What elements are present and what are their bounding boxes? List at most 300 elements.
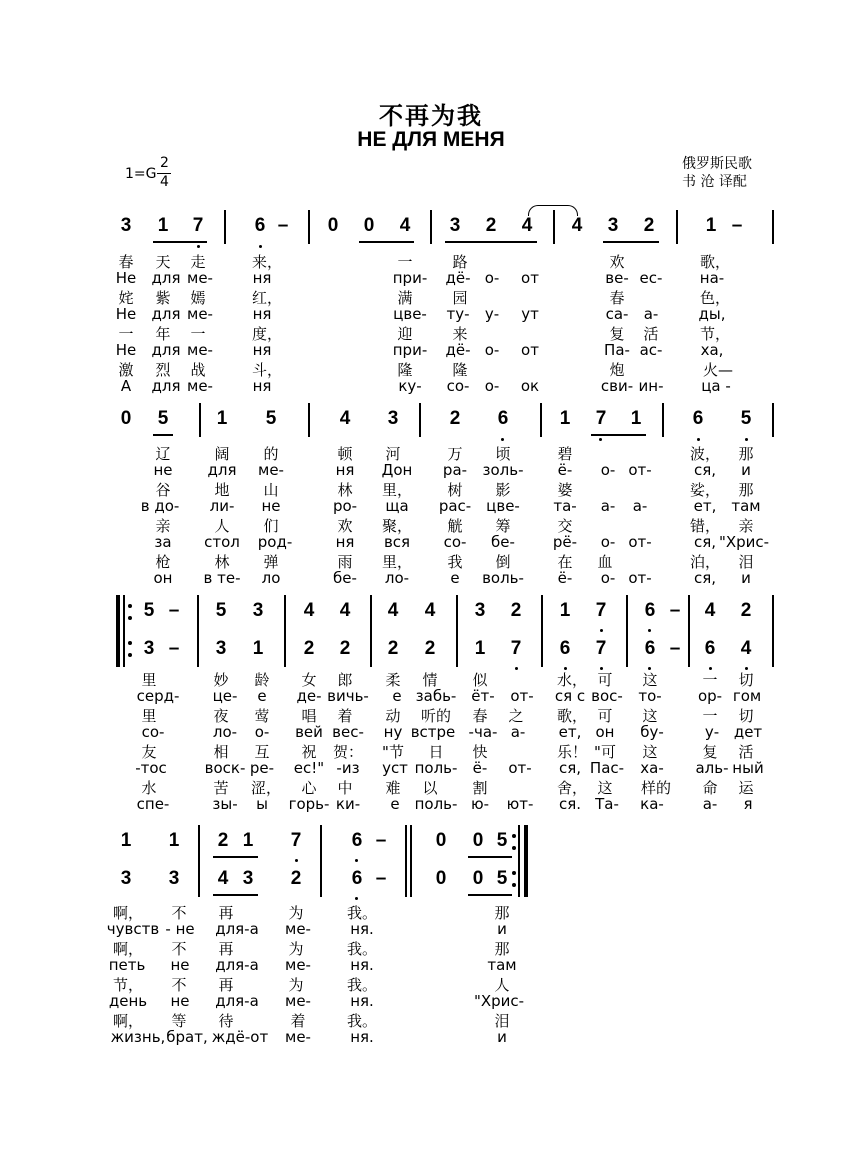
lyric: 再 xyxy=(218,940,234,958)
lyric: он xyxy=(153,569,173,587)
lyric: я xyxy=(743,795,753,813)
lyric: спе- xyxy=(136,795,170,813)
lyric: 水 xyxy=(141,779,157,797)
lyric: 里， xyxy=(381,481,413,499)
lyric: аль- xyxy=(695,759,729,777)
note: 2 xyxy=(217,830,229,851)
lyric: 郎 xyxy=(337,671,353,689)
lyric: 亲 xyxy=(155,517,171,535)
lyric: 春 xyxy=(472,707,488,725)
lyric: 错， xyxy=(689,517,721,535)
lyric: 来， xyxy=(251,253,283,271)
note: 1 xyxy=(216,408,228,429)
lyric: и xyxy=(741,461,751,479)
barline xyxy=(224,210,226,244)
lyric: Не xyxy=(115,305,137,323)
repeat-dot xyxy=(512,883,516,887)
dash: – xyxy=(731,215,743,236)
lyric: 我。 xyxy=(346,904,378,922)
lyric: у- xyxy=(484,305,500,323)
lyric: ждё-от xyxy=(211,1028,269,1046)
barline xyxy=(430,210,432,244)
lyric: 们 xyxy=(263,517,279,535)
lyric: жизнь, xyxy=(110,1028,166,1046)
dash: – xyxy=(277,215,289,236)
lyric: 阔 xyxy=(214,445,230,463)
lyric: при- xyxy=(392,341,428,359)
lyric: и xyxy=(497,920,507,938)
lyric: ся, xyxy=(558,759,582,777)
lyric: ме- xyxy=(285,992,311,1010)
lyric: петь xyxy=(108,956,146,974)
lyric: 日 xyxy=(428,743,444,761)
repeat-dot xyxy=(128,604,132,608)
lyric: от- xyxy=(628,461,652,479)
lyric: 唱 xyxy=(301,707,317,725)
repeat-end-barline xyxy=(524,825,528,897)
lyric: воск- xyxy=(204,759,246,777)
lyric: со- xyxy=(446,377,470,395)
lyric: 这 xyxy=(642,671,658,689)
lyric: 满 xyxy=(397,289,413,307)
note: 3 xyxy=(120,215,132,236)
lyric: 莺 xyxy=(254,707,270,725)
lyric: дё- xyxy=(445,269,471,287)
lyric: и xyxy=(741,569,751,587)
lyric: 命 xyxy=(702,779,718,797)
lyric: ме- xyxy=(285,920,311,938)
beam xyxy=(468,894,512,896)
lyric: там xyxy=(487,956,517,974)
lyric: 里， xyxy=(381,553,413,571)
lyric: от- xyxy=(628,569,652,587)
note: 4 xyxy=(303,600,315,621)
lyric: горь- xyxy=(288,795,330,813)
lyric: ет, xyxy=(693,497,717,515)
key-signature: 1=G xyxy=(125,166,157,182)
lyric: а- xyxy=(510,723,526,741)
lyric: 这 xyxy=(597,779,613,797)
note: 1 xyxy=(559,408,571,429)
lyric: 隆 xyxy=(397,361,413,379)
lyric: 乐！ xyxy=(556,743,588,761)
lyric: день xyxy=(108,992,148,1010)
lyric: 来 xyxy=(452,325,468,343)
lyric: 一 xyxy=(118,325,134,343)
barline xyxy=(456,595,458,667)
lyric: дет xyxy=(733,723,763,741)
lyric: 为 xyxy=(288,904,304,922)
lyric: 筹 xyxy=(495,517,511,535)
repeat-dot xyxy=(512,834,516,838)
time-signature-bottom: 4 xyxy=(160,174,169,190)
barline xyxy=(405,825,407,897)
note: 2 xyxy=(339,638,351,659)
note: 6 xyxy=(692,408,704,429)
lyric: 谷 xyxy=(155,481,171,499)
barline xyxy=(772,403,774,437)
lyric: 歌， xyxy=(556,707,588,725)
lyric: 园 xyxy=(452,289,468,307)
lyric: ес!" xyxy=(293,759,325,777)
barline xyxy=(626,595,628,667)
barline xyxy=(541,595,543,667)
repeat-barline xyxy=(116,595,120,667)
lyric: род- xyxy=(257,533,293,551)
lyric: 泪 xyxy=(738,553,754,571)
barline xyxy=(772,210,774,244)
lyric: Не xyxy=(115,341,137,359)
lyric: для xyxy=(207,461,237,479)
octave-dot xyxy=(355,897,358,900)
lyric: 样的 xyxy=(640,779,672,797)
lyric: 着 xyxy=(290,1012,306,1030)
lyric: 路 xyxy=(452,253,468,271)
page-title-russian: НЕ ДЛЯ МЕНЯ xyxy=(357,128,505,151)
lyric: 年 xyxy=(155,325,171,343)
note: 1 xyxy=(630,408,642,429)
lyric: 里 xyxy=(141,671,157,689)
octave-dot xyxy=(600,629,603,632)
lyric: са- xyxy=(605,305,629,323)
lyric: 倒 xyxy=(495,553,511,571)
lyric: со- xyxy=(443,533,467,551)
lyric: Не xyxy=(115,269,137,287)
lyric: 隆 xyxy=(452,361,468,379)
lyric: ме- xyxy=(187,305,213,323)
lyric: 再 xyxy=(218,976,234,994)
lyric: а- xyxy=(643,305,659,323)
barline xyxy=(676,210,678,244)
barline xyxy=(199,403,201,437)
lyric: там xyxy=(731,497,761,515)
lyric: встре xyxy=(410,723,456,741)
lyric: 欢 xyxy=(609,253,625,271)
lyric: поль- xyxy=(414,795,458,813)
lyric: ся, xyxy=(693,461,717,479)
lyric: при- xyxy=(392,269,428,287)
repeat-dot xyxy=(128,653,132,657)
note: 5 xyxy=(740,408,752,429)
lyric: 难 xyxy=(385,779,401,797)
lyric: Та- xyxy=(595,795,619,813)
note: 2 xyxy=(510,600,522,621)
lyric: бу- xyxy=(640,723,664,741)
note: 3 xyxy=(143,638,155,659)
lyric: ё- xyxy=(557,569,573,587)
lyric: е xyxy=(392,687,402,705)
lyric: ет, xyxy=(558,723,582,741)
lyric: дё- xyxy=(445,341,471,359)
lyric: для xyxy=(151,305,181,323)
lyric: от- xyxy=(628,533,652,551)
lyric: ку- xyxy=(398,377,422,395)
note: 1 xyxy=(474,638,486,659)
lyric: в те- xyxy=(203,569,241,587)
note: 2 xyxy=(387,638,399,659)
note: 7 xyxy=(595,638,607,659)
lyric: для-а xyxy=(215,956,259,974)
lyric: 柔 xyxy=(385,671,401,689)
note: 3 xyxy=(168,868,180,889)
lyric: -тос xyxy=(135,759,167,777)
lyric: 紫 xyxy=(155,289,171,307)
lyric: ся, xyxy=(693,569,717,587)
lyric: о- xyxy=(600,533,616,551)
lyric: ю- xyxy=(470,795,490,813)
repeat-dot xyxy=(128,641,132,645)
lyric: о- xyxy=(600,461,616,479)
lyric: о- xyxy=(484,269,500,287)
lyric: ща xyxy=(385,497,409,515)
lyric: 嫣 xyxy=(190,289,206,307)
lyric: 觥 xyxy=(447,517,463,535)
lyric: 为 xyxy=(288,940,304,958)
lyric: 心 xyxy=(301,779,317,797)
barline xyxy=(540,403,542,437)
note: 7 xyxy=(595,600,607,621)
note: 5 xyxy=(215,600,227,621)
lyric: 我。 xyxy=(346,1012,378,1030)
lyric: от xyxy=(521,269,539,287)
note: 4 xyxy=(521,215,533,236)
note: 4 xyxy=(339,408,351,429)
lyric: со- xyxy=(141,723,165,741)
lyric: 炮 xyxy=(609,361,625,379)
note: 3 xyxy=(215,638,227,659)
lyric: 泊， xyxy=(689,553,721,571)
lyric: 山 xyxy=(263,481,279,499)
note: 3 xyxy=(449,215,461,236)
lyric: ы xyxy=(256,795,268,813)
note: 5 xyxy=(496,868,508,889)
lyric: 节， xyxy=(699,325,731,343)
beam xyxy=(153,241,207,243)
time-signature-top: 2 xyxy=(160,155,169,171)
lyric: 女 xyxy=(301,671,317,689)
lyric: ме- xyxy=(285,956,311,974)
barline xyxy=(419,403,421,437)
lyric: 婆 xyxy=(557,481,573,499)
note: 2 xyxy=(643,215,655,236)
lyric: 夜 xyxy=(213,707,229,725)
lyric: 听的 xyxy=(420,707,452,725)
lyric: 在 xyxy=(557,553,573,571)
lyric: ве- xyxy=(605,269,629,287)
lyric: то- xyxy=(638,687,662,705)
lyric: брат, xyxy=(166,1028,208,1046)
beam xyxy=(153,434,173,436)
lyric: а- xyxy=(600,497,616,515)
lyric: 一 xyxy=(397,253,413,271)
lyric: 祝 xyxy=(301,743,317,761)
lyric: "Хрис- xyxy=(718,533,770,551)
lyric: 的 xyxy=(263,445,279,463)
lyric: 顷 xyxy=(495,445,511,463)
lyric: ня xyxy=(252,341,272,359)
lyric: 那 xyxy=(738,481,754,499)
lyric: 贺： xyxy=(332,743,364,761)
lyric: 切 xyxy=(738,707,754,725)
barline xyxy=(320,825,322,897)
lyric: е xyxy=(390,795,400,813)
lyric: от- xyxy=(510,687,534,705)
lyric: 涩， xyxy=(250,779,282,797)
lyric: та- xyxy=(553,497,577,515)
lyric: 迎 xyxy=(397,325,413,343)
lyric: ёт- xyxy=(471,687,495,705)
barline xyxy=(284,595,286,667)
barline xyxy=(553,210,555,244)
lyric: 活 xyxy=(643,325,659,343)
lyric: ня xyxy=(252,305,272,323)
note: 6 xyxy=(704,638,716,659)
lyric: 血 xyxy=(597,553,613,571)
lyric: 这 xyxy=(642,743,658,761)
dash: – xyxy=(375,868,387,889)
lyric: 色， xyxy=(699,289,731,307)
translator-credit: 书 沧 译配 xyxy=(682,174,747,190)
lyric: и xyxy=(497,1028,507,1046)
note: 0 xyxy=(363,215,375,236)
lyric: ме- xyxy=(258,461,284,479)
lyric: 割 xyxy=(472,779,488,797)
note: 2 xyxy=(449,408,461,429)
lyric: а- xyxy=(702,795,718,813)
lyric: 姹 xyxy=(118,289,134,307)
dash: – xyxy=(375,830,387,851)
lyric: сви- xyxy=(600,377,634,395)
lyric: ну xyxy=(383,723,403,741)
lyric: золь- xyxy=(482,461,524,479)
lyric: не xyxy=(153,461,173,479)
lyric: 再 xyxy=(218,904,234,922)
note: 3 xyxy=(607,215,619,236)
lyric: 林 xyxy=(337,481,353,499)
lyric: 辽 xyxy=(155,445,171,463)
lyric: о- xyxy=(254,723,270,741)
lyric: ес- xyxy=(639,269,663,287)
lyric: от- xyxy=(508,759,532,777)
lyric: ня. xyxy=(350,992,374,1010)
lyric: поль- xyxy=(414,759,458,777)
lyric: 激 xyxy=(118,361,134,379)
lyric: ся. xyxy=(558,795,582,813)
lyric: е xyxy=(450,569,460,587)
note: 4 xyxy=(339,600,351,621)
lyric: гом xyxy=(732,687,762,705)
lyric: бе- xyxy=(333,569,357,587)
lyric: для-а xyxy=(215,920,259,938)
lyric: 那 xyxy=(738,445,754,463)
lyric: ло xyxy=(261,569,281,587)
octave-dot xyxy=(259,245,262,248)
lyric: 我。 xyxy=(346,976,378,994)
beam xyxy=(591,434,646,436)
lyric: 相 xyxy=(213,743,229,761)
lyric: 歌， xyxy=(699,253,731,271)
note: 7 xyxy=(510,638,522,659)
lyric: 林 xyxy=(214,553,230,571)
lyric: 之 xyxy=(508,707,524,725)
note: 5 xyxy=(143,600,155,621)
lyric: цве- xyxy=(486,497,520,515)
lyric: "节 xyxy=(382,743,404,761)
beam xyxy=(213,856,258,858)
lyric: 地 xyxy=(214,481,230,499)
lyric: 火— xyxy=(702,361,734,379)
lyric: о- xyxy=(484,377,500,395)
note: 0 xyxy=(435,868,447,889)
lyric: вес- xyxy=(332,723,364,741)
lyric: 万 xyxy=(447,445,463,463)
lyric: 顿 xyxy=(337,445,353,463)
lyric: 战 xyxy=(190,361,206,379)
lyric: - не xyxy=(165,920,195,938)
lyric: не xyxy=(170,992,190,1010)
lyric: -ча- xyxy=(468,723,498,741)
lyric: 那 xyxy=(494,904,510,922)
lyric: 妙 xyxy=(213,671,229,689)
lyric: 斗， xyxy=(251,361,283,379)
note: 1 xyxy=(705,215,717,236)
octave-dot xyxy=(515,667,518,670)
origin-credit: 俄罗斯民歌 xyxy=(682,156,752,172)
note: 2 xyxy=(290,868,302,889)
lyric: на- xyxy=(699,269,725,287)
lyric: "可 xyxy=(594,743,616,761)
barline xyxy=(308,403,310,437)
lyric: ня xyxy=(252,269,272,287)
dash: – xyxy=(669,638,681,659)
lyric: о- xyxy=(600,569,616,587)
lyric: е xyxy=(257,687,267,705)
lyric: 娑， xyxy=(689,481,721,499)
lyric: 节， xyxy=(112,976,144,994)
lyric: 一 xyxy=(702,707,718,725)
lyric: Дон xyxy=(381,461,413,479)
lyric: 走 xyxy=(190,253,206,271)
dash: – xyxy=(168,638,180,659)
lyric: ха, xyxy=(700,341,724,359)
note: 1 xyxy=(120,830,132,851)
lyric: ки- xyxy=(335,795,361,813)
lyric: ло- xyxy=(384,569,410,587)
lyric: не xyxy=(261,497,281,515)
note: 1 xyxy=(559,600,571,621)
lyric: 龄 xyxy=(254,671,270,689)
note: 3 xyxy=(120,868,132,889)
note: 3 xyxy=(474,600,486,621)
lyric: 情 xyxy=(422,671,438,689)
note: 2 xyxy=(740,600,752,621)
lyric: 等 xyxy=(171,1012,187,1030)
lyric: вос- xyxy=(591,687,623,705)
lyric: 互 xyxy=(254,743,270,761)
note: 3 xyxy=(252,600,264,621)
barline xyxy=(688,595,690,667)
repeat-dot xyxy=(128,616,132,620)
lyric: для xyxy=(151,269,181,287)
note: 0 xyxy=(472,830,484,851)
octave-dot xyxy=(599,438,602,441)
note: 1 xyxy=(168,830,180,851)
beam xyxy=(445,241,537,243)
octave-dot xyxy=(295,859,298,862)
lyric: 运 xyxy=(738,779,754,797)
lyric: ют- xyxy=(506,795,534,813)
lyric: ё- xyxy=(472,759,488,777)
